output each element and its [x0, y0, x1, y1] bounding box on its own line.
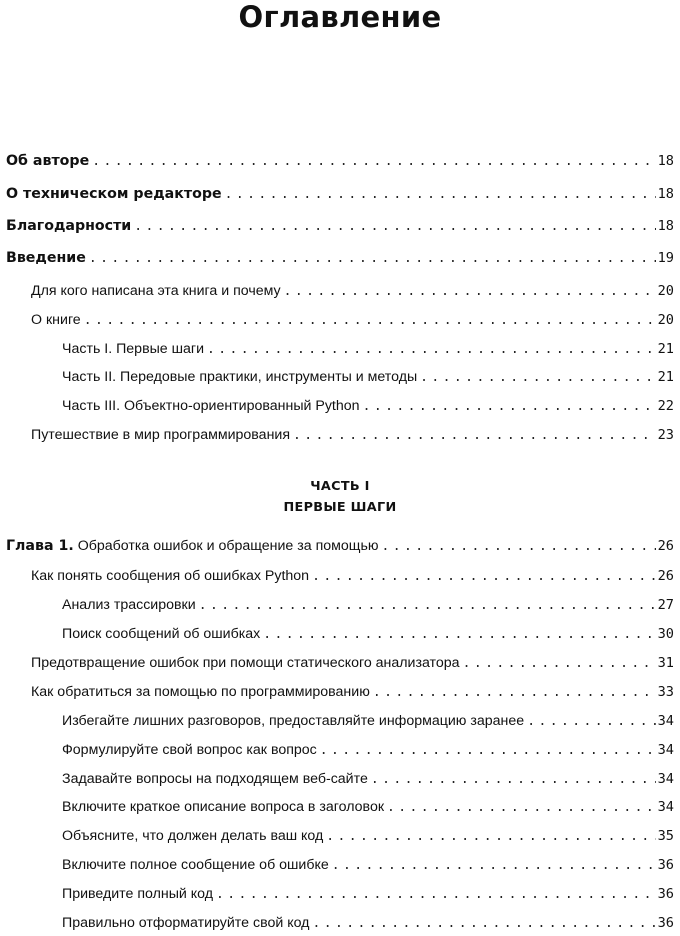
toc-entry-title: Приведите полный код [62, 886, 214, 902]
toc-page-number: 34 [657, 771, 674, 787]
toc-entry-title: Как понять сообщения об ошибках Python [31, 568, 310, 584]
dot-leader [387, 798, 656, 818]
toc-page-number: 27 [657, 597, 674, 613]
toc-page-number: 26 [657, 568, 674, 584]
toc-entry-chapter-1[interactable] [6, 536, 674, 556]
toc-page-number: 34 [657, 742, 674, 758]
toc-entry-about-author[interactable] [6, 151, 674, 171]
dot-leader [134, 217, 655, 237]
toc-entry-title: Включите краткое описание вопроса в заголовок [62, 799, 385, 815]
toc-page-number: 18 [657, 218, 674, 234]
toc-entry-title: Поиск сообщений об ошибках [62, 626, 261, 642]
toc-entry-title: О техническом редакторе [6, 186, 222, 202]
toc-page-number: 31 [657, 655, 674, 671]
toc-entry-title: Избегайте лишних разговоров, предоставляйте информацию заранее [62, 713, 525, 729]
toc-entry-chapter-subsection[interactable] [62, 740, 674, 760]
dot-leader [263, 625, 655, 645]
dot-leader [312, 914, 655, 934]
part-label: ЧАСТЬ I [310, 479, 370, 494]
toc-entry-acknowledgements[interactable] [6, 216, 674, 236]
toc-page-number: 18 [657, 186, 674, 202]
toc-entry-title: Путешествие в мир программирования [31, 427, 291, 443]
part-title: ПЕРВЫЕ ШАГИ [283, 500, 397, 515]
toc-entry-chapter-subsection[interactable] [62, 855, 674, 875]
dot-leader [527, 712, 655, 732]
toc-entry-title: Объясните, что должен делать ваш код [62, 828, 324, 844]
toc-entry-intro-subsection[interactable] [62, 396, 674, 416]
dot-leader [463, 654, 656, 674]
toc-entry-title: Формулируйте свой вопрос как вопрос [62, 742, 317, 758]
dot-leader [207, 340, 656, 360]
dot-leader [89, 249, 656, 269]
toc-entry-chapter-subsection[interactable] [62, 884, 674, 904]
toc-entry-intro-section[interactable] [31, 310, 674, 330]
toc-entry-title: Часть III. Объектно-ориентированный Python [62, 398, 360, 414]
dot-leader [92, 152, 655, 172]
toc-page-number: 36 [657, 886, 674, 902]
dot-leader [293, 426, 656, 446]
toc-page-number: 21 [657, 369, 674, 385]
dot-leader [199, 596, 656, 616]
toc-entry-title: Для кого написана эта книга и почему [31, 283, 281, 299]
dot-leader [371, 770, 656, 790]
page-title: Оглавление [238, 0, 442, 34]
toc-entry-title: Введение [6, 250, 86, 266]
toc-entry-intro-section[interactable] [31, 425, 674, 445]
toc-page-number: 34 [657, 713, 674, 729]
dot-leader [363, 397, 656, 417]
toc-entry-chapter-section[interactable] [31, 682, 674, 702]
toc-entry-title: Часть II. Передовые практики, инструменты и методы [62, 369, 418, 385]
chapter-title: Обработка ошибок и обращение за помощью [77, 538, 379, 554]
dot-leader [326, 827, 655, 847]
dot-leader [312, 567, 656, 587]
dot-leader [320, 741, 656, 761]
toc-entry-tech-editor[interactable] [6, 184, 674, 204]
toc-entry-title: Анализ трассировки [62, 597, 196, 613]
toc-entry-title: Благодарности [6, 218, 132, 234]
toc-page-number: 33 [657, 684, 674, 700]
toc-entry-title: Правильно отформатируйте свой код [62, 915, 310, 931]
toc-entry-title: Включите полное сообщение об ошибке [62, 857, 329, 873]
dot-leader [216, 885, 656, 905]
toc-entry-chapter-subsection[interactable] [62, 769, 674, 789]
toc-page-number: 36 [657, 915, 674, 931]
dot-leader [84, 311, 656, 331]
toc-page-number: 22 [657, 398, 674, 414]
toc-page-number: 21 [657, 341, 674, 357]
dot-leader [332, 856, 656, 876]
toc-entry-title: О книге [31, 312, 81, 328]
toc-page-number: 36 [657, 857, 674, 873]
dot-leader [420, 368, 655, 388]
toc-page-number: 19 [657, 250, 674, 266]
toc-entry-intro-subsection[interactable] [62, 339, 674, 359]
toc-page-number: 26 [657, 538, 674, 554]
toc-entry-title: Об авторе [6, 153, 90, 169]
toc-entry-chapter-subsection[interactable] [62, 913, 674, 933]
dot-leader [382, 537, 656, 557]
toc-entry-chapter-subsection[interactable] [62, 826, 674, 846]
toc-entry-title: Задавайте вопросы на подходящем веб-сайте [62, 771, 368, 787]
toc-entry-title: Часть I. Первые шаги [62, 341, 205, 357]
toc-page-number: 20 [657, 312, 674, 328]
toc-page-number: 20 [657, 283, 674, 299]
dot-leader [225, 185, 656, 205]
toc-entry-intro-subsection[interactable] [62, 367, 674, 387]
toc-entry-title: Как обратиться за помощью по программированию [31, 684, 370, 700]
toc-entry-chapter-section[interactable] [31, 653, 674, 673]
toc-page-number: 34 [657, 799, 674, 815]
toc-page-number: 30 [657, 626, 674, 642]
toc-page-number: 23 [657, 427, 674, 443]
chapter-label: Глава 1. [6, 538, 74, 554]
toc-page-number: 35 [657, 828, 674, 844]
dot-leader [284, 282, 656, 302]
toc-entry-introduction[interactable] [6, 248, 674, 268]
toc-entry-title: Предотвращение ошибок при помощи статического анализатора [31, 655, 460, 671]
toc-entry-intro-section[interactable] [31, 281, 674, 301]
dot-leader [373, 683, 656, 703]
toc-page-number: 18 [657, 153, 674, 169]
toc-entry-chapter-subsection[interactable] [62, 711, 674, 731]
toc-chapter-entry [6, 536, 382, 556]
toc-entry-chapter-section[interactable] [31, 566, 674, 586]
toc-entry-chapter-subsection[interactable] [62, 797, 674, 817]
toc-entry-chapter-subsection[interactable] [62, 595, 674, 615]
toc-entry-chapter-subsection[interactable] [62, 624, 674, 644]
